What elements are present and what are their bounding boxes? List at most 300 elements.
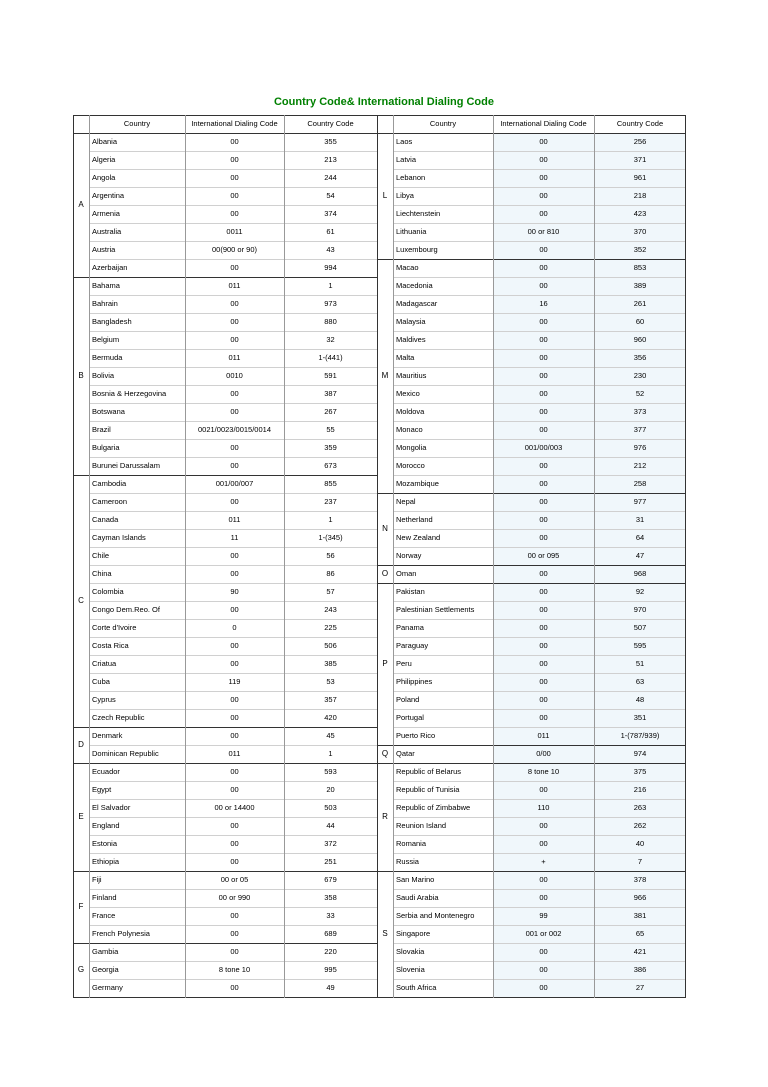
international-dialing-code: 00 (539, 479, 548, 488)
group-letter-e: E (78, 812, 84, 821)
table-row (73, 763, 686, 781)
country-code: 267 (324, 407, 337, 416)
country-code: 591 (324, 371, 337, 380)
country-code: 378 (633, 875, 647, 884)
country-name: Cameroon (92, 497, 128, 506)
country-code: 258 (633, 479, 647, 488)
country-code: 387 (324, 389, 337, 398)
country-name: Latvia (396, 155, 417, 164)
country-name: Bahama (92, 281, 120, 290)
country-code: 359 (324, 443, 337, 452)
country-name: Romania (396, 839, 427, 848)
country-name: England (92, 821, 120, 830)
dialing-code-table (73, 115, 686, 998)
country-name: Bosnia & Herzegovina (92, 389, 167, 398)
table-row (73, 331, 686, 349)
country-code: 218 (633, 191, 647, 200)
table-row (73, 259, 686, 277)
table-row (73, 223, 686, 241)
country-code: 1-(345) (318, 533, 343, 542)
table-row (73, 583, 686, 601)
table-row (73, 349, 686, 367)
international-dialing-code: 00 (230, 911, 239, 920)
country-name: Denmark (92, 731, 123, 740)
header-idc-right: International Dialing Code (500, 119, 587, 128)
international-dialing-code: 00 (230, 929, 239, 938)
country-name: Cuba (92, 677, 110, 686)
international-dialing-code: 00 (539, 569, 548, 578)
country-code: 420 (324, 713, 337, 722)
country-code: 213 (324, 155, 337, 164)
country-name: Monaco (396, 425, 423, 434)
international-dialing-code: 00 (539, 623, 548, 632)
table-row (73, 709, 686, 727)
international-dialing-code: 0010 (226, 371, 243, 380)
international-dialing-code: 001/00/003 (524, 443, 563, 452)
country-name: Costa Rica (92, 641, 129, 650)
country-name: Dominican Republic (92, 749, 159, 758)
table-row (73, 979, 686, 997)
country-code: 49 (326, 983, 335, 992)
international-dialing-code: 011 (228, 749, 241, 758)
country-name: Corte d'Ivoire (92, 623, 137, 632)
table-row (73, 961, 686, 979)
international-dialing-code: 00 (539, 191, 548, 200)
country-code: 60 (635, 317, 645, 326)
country-name: Reunion Island (396, 821, 447, 830)
country-name: Cambodia (92, 479, 127, 488)
international-dialing-code: 00 (230, 659, 239, 668)
country-name: Algeria (92, 155, 116, 164)
table-row (73, 295, 686, 313)
international-dialing-code: 00 (230, 155, 239, 164)
country-name: Bangladesh (92, 317, 132, 326)
country-code: 880 (324, 317, 337, 326)
international-dialing-code: 00 (539, 317, 548, 326)
international-dialing-code: 00 (230, 317, 239, 326)
table-row (73, 601, 686, 619)
header-code-left: Country Code (307, 119, 354, 128)
table-row (73, 439, 686, 457)
international-dialing-code: 00 (539, 281, 548, 290)
group-letter-a: A (78, 200, 84, 209)
country-name: Slovakia (396, 947, 425, 956)
country-code: 352 (633, 245, 647, 254)
country-name: Estonia (92, 839, 118, 848)
country-code: 355 (324, 137, 337, 146)
country-name: Germany (92, 983, 123, 992)
country-code: 51 (635, 659, 645, 668)
country-code: 7 (637, 857, 643, 866)
international-dialing-code: 00 (230, 191, 239, 200)
country-code: 61 (326, 227, 335, 236)
international-dialing-code: 00 (539, 173, 548, 182)
country-name: Liechtenstein (396, 209, 441, 218)
country-code: 86 (326, 569, 335, 578)
country-code: 256 (633, 137, 647, 146)
country-name: Bolivia (92, 371, 115, 380)
country-name: Luxembourg (396, 245, 438, 254)
table-header (73, 115, 686, 133)
country-name: Paraguay (396, 641, 429, 650)
table-row (73, 421, 686, 439)
international-dialing-code: 00 (539, 605, 548, 614)
table-row (73, 385, 686, 403)
table-row (73, 493, 686, 511)
international-dialing-code: 0011 (226, 227, 243, 236)
international-dialing-code: + (541, 857, 546, 866)
international-dialing-code: 00 (230, 731, 239, 740)
group-letter-f: F (78, 902, 84, 911)
country-code: 47 (635, 551, 645, 560)
international-dialing-code: 00 (230, 137, 239, 146)
country-name: Macedonia (396, 281, 433, 290)
country-name: Belgium (92, 335, 120, 344)
international-dialing-code: 00 (539, 335, 548, 344)
country-code: 45 (326, 731, 335, 740)
country-code: 27 (635, 983, 645, 992)
country-code: 1-(787/939) (620, 731, 660, 740)
country-code: 263 (633, 803, 647, 812)
table-row (73, 799, 686, 817)
international-dialing-code: 00 (230, 569, 239, 578)
country-code: 372 (324, 839, 337, 848)
country-name: Fiji (92, 875, 102, 884)
country-code: 973 (324, 299, 337, 308)
country-name: Libya (396, 191, 414, 200)
country-name: Angola (92, 173, 116, 182)
country-name: Madagascar (396, 299, 438, 308)
country-code: 63 (635, 677, 645, 686)
country-code: 966 (633, 893, 647, 902)
country-code: 220 (324, 947, 337, 956)
group-letter-c: C (78, 596, 84, 605)
group-divider (73, 997, 377, 998)
international-dialing-code: 001/00/007 (215, 479, 254, 488)
group-letter-o: O (381, 569, 389, 578)
country-name: Egypt (92, 785, 112, 794)
international-dialing-code: 00 (539, 497, 548, 506)
country-name: Albania (92, 137, 118, 146)
country-code: 230 (633, 371, 647, 380)
country-code: 48 (635, 695, 645, 704)
country-name: Slovenia (396, 965, 425, 974)
international-dialing-code: 00 (539, 875, 548, 884)
country-name: Moldova (396, 407, 425, 416)
international-dialing-code: 00 (230, 497, 239, 506)
international-dialing-code: 0 (232, 623, 237, 632)
country-code: 389 (633, 281, 647, 290)
group-letter-m: M (381, 371, 389, 380)
table-row (73, 475, 686, 493)
table-row (73, 367, 686, 385)
international-dialing-code: 00 (539, 821, 548, 830)
international-dialing-code: 00 (539, 893, 548, 902)
international-dialing-code: 00 (230, 461, 239, 470)
international-dialing-code: 00 (230, 983, 239, 992)
country-name: Republic of Belarus (396, 767, 462, 776)
international-dialing-code: 119 (228, 677, 241, 686)
country-name: Brazil (92, 425, 111, 434)
country-code: 43 (326, 245, 335, 254)
table-row (73, 637, 686, 655)
international-dialing-code: 00 (539, 407, 548, 416)
international-dialing-code: 00 (539, 353, 548, 362)
country-code: 44 (326, 821, 335, 830)
country-code: 356 (633, 353, 647, 362)
table-row (73, 241, 686, 259)
country-name: Colombia (92, 587, 124, 596)
table-row (73, 871, 686, 889)
country-code: 1 (328, 515, 333, 524)
country-name: Mauritius (396, 371, 427, 380)
table-row (73, 457, 686, 475)
table-row (73, 151, 686, 169)
country-code: 503 (324, 803, 337, 812)
international-dialing-code: 00 or 990 (218, 893, 251, 902)
country-name: Palestinian Settlements (396, 605, 475, 614)
table-row (73, 943, 686, 961)
international-dialing-code: 8 tone 10 (218, 965, 251, 974)
country-name: Lebanon (396, 173, 426, 182)
country-code: 977 (633, 497, 647, 506)
country-name: Oman (396, 569, 417, 578)
country-name: Finland (92, 893, 117, 902)
international-dialing-code: 00 (230, 407, 239, 416)
international-dialing-code: 00 (539, 515, 548, 524)
international-dialing-code: 99 (539, 911, 548, 920)
international-dialing-code: 00 (539, 155, 548, 164)
international-dialing-code: 00 (539, 965, 548, 974)
country-name: Gambia (92, 947, 119, 956)
country-name: Burunei Darussalam (92, 461, 160, 470)
international-dialing-code: 00 (230, 785, 239, 794)
table-row (73, 277, 686, 295)
table-row (73, 529, 686, 547)
international-dialing-code: 00 (539, 677, 548, 686)
country-name: Cayman Islands (92, 533, 146, 542)
country-name: Norway (396, 551, 422, 560)
country-code: 976 (633, 443, 647, 452)
table-row (73, 187, 686, 205)
country-code: 423 (633, 209, 647, 218)
country-code: 385 (324, 659, 337, 668)
country-code: 1 (328, 749, 333, 758)
country-code: 52 (635, 389, 645, 398)
country-name: Argentina (92, 191, 125, 200)
country-name: Republic of Zimbabwe (396, 803, 471, 812)
table-row (73, 691, 686, 709)
country-name: Chile (92, 551, 110, 560)
table-row (73, 133, 686, 151)
international-dialing-code: 00 or 810 (527, 227, 560, 236)
country-name: French Polynesia (92, 929, 150, 938)
country-code: 40 (635, 839, 645, 848)
table-row (73, 403, 686, 421)
country-name: Peru (396, 659, 412, 668)
group-letter-s: S (382, 929, 388, 938)
country-name: Morocco (396, 461, 425, 470)
country-name: Congo Dem.Reo. Of (92, 605, 160, 614)
international-dialing-code: 00 or 14400 (214, 803, 255, 812)
country-name: Maldives (396, 335, 426, 344)
international-dialing-code: 00 (230, 713, 239, 722)
international-dialing-code: 00 (539, 695, 548, 704)
country-name: Puerto Rico (396, 731, 436, 740)
country-code: 54 (326, 191, 335, 200)
table-row (73, 925, 686, 943)
international-dialing-code: 0/00 (536, 749, 551, 758)
country-code: 994 (324, 263, 337, 272)
country-name: Armenia (92, 209, 120, 218)
international-dialing-code: 00 (230, 173, 239, 182)
header-idc-left: International Dialing Code (191, 119, 278, 128)
country-code: 679 (324, 875, 337, 884)
country-code: 358 (324, 893, 337, 902)
country-name: Australia (92, 227, 122, 236)
international-dialing-code: 00 (230, 209, 239, 218)
country-code: 57 (326, 587, 335, 596)
international-dialing-code: 00 (539, 785, 548, 794)
international-dialing-code: 00 (230, 263, 239, 272)
country-name: Botswana (92, 407, 125, 416)
country-code: 371 (633, 155, 647, 164)
international-dialing-code: 00 (230, 299, 239, 308)
country-name: Qatar (396, 749, 415, 758)
country-name: Philippines (396, 677, 433, 686)
country-code: 593 (324, 767, 337, 776)
country-name: Austria (92, 245, 116, 254)
country-code: 421 (633, 947, 647, 956)
international-dialing-code: 00 (539, 461, 548, 470)
country-code: 974 (633, 749, 647, 758)
table-row (73, 655, 686, 673)
table-row (73, 781, 686, 799)
country-code: 262 (633, 821, 647, 830)
table-row (73, 547, 686, 565)
international-dialing-code: 00 or 095 (527, 551, 560, 560)
country-name: Cyprus (92, 695, 116, 704)
country-name: France (92, 911, 116, 920)
country-name: Netherland (396, 515, 433, 524)
international-dialing-code: 00 (539, 263, 548, 272)
international-dialing-code: 00 (539, 209, 548, 218)
table-row (73, 835, 686, 853)
country-code: 386 (633, 965, 647, 974)
international-dialing-code: 110 (537, 803, 550, 812)
country-code: 244 (324, 173, 337, 182)
country-name: Czech Republic (92, 713, 145, 722)
country-code: 216 (633, 785, 647, 794)
country-code: 374 (324, 209, 337, 218)
country-code: 507 (633, 623, 647, 632)
country-code: 261 (633, 299, 647, 308)
group-divider (377, 997, 686, 998)
country-name: China (92, 569, 112, 578)
country-name: San Marino (396, 875, 435, 884)
international-dialing-code: 0021/0023/0015/0014 (198, 425, 271, 434)
group-letter-g: G (77, 965, 85, 974)
country-code: 53 (326, 677, 335, 686)
country-name: Portugal (396, 713, 424, 722)
country-name: Criatua (92, 659, 117, 668)
international-dialing-code: 00 (230, 947, 239, 956)
country-name: Georgia (92, 965, 119, 974)
country-name: Bahrain (92, 299, 118, 308)
country-code: 32 (326, 335, 335, 344)
country-name: Malta (396, 353, 415, 362)
country-code: 995 (324, 965, 337, 974)
international-dialing-code: 011 (537, 731, 550, 740)
country-name: Mozambique (396, 479, 439, 488)
international-dialing-code: 00 (539, 839, 548, 848)
group-letter-l: L (382, 191, 388, 200)
country-name: Singapore (396, 929, 431, 938)
group-letter-r: R (382, 812, 388, 821)
table-row (73, 169, 686, 187)
international-dialing-code: 00 (230, 551, 239, 560)
country-code: 377 (633, 425, 647, 434)
country-name: Laos (396, 137, 413, 146)
country-code: 225 (324, 623, 337, 632)
international-dialing-code: 00 (230, 389, 239, 398)
header-country-left: Country (123, 119, 151, 128)
country-code: 970 (633, 605, 647, 614)
country-name: Ecuador (92, 767, 120, 776)
international-dialing-code: 00 (539, 641, 548, 650)
country-name: Russia (396, 857, 419, 866)
country-code: 351 (633, 713, 647, 722)
table-row (73, 889, 686, 907)
group-letter-p: P (382, 659, 388, 668)
country-name: El Salvador (92, 803, 131, 812)
country-code: 373 (633, 407, 647, 416)
country-name: Lithuania (396, 227, 427, 236)
international-dialing-code: 90 (230, 587, 239, 596)
country-code: 853 (633, 263, 647, 272)
international-dialing-code: 00 (539, 533, 548, 542)
international-dialing-code: 00 (539, 371, 548, 380)
international-dialing-code: 16 (539, 299, 548, 308)
table-row (73, 205, 686, 223)
group-letter-q: Q (381, 749, 389, 758)
country-code: 212 (633, 461, 647, 470)
country-code: 243 (324, 605, 337, 614)
international-dialing-code: 8 tone 10 (527, 767, 560, 776)
country-code: 960 (633, 335, 647, 344)
country-name: New Zealand (396, 533, 441, 542)
international-dialing-code: 00 (230, 767, 239, 776)
international-dialing-code: 001 or 002 (525, 929, 562, 938)
international-dialing-code: 00 or 05 (220, 875, 249, 884)
country-code: 961 (633, 173, 647, 182)
international-dialing-code: 00 (230, 641, 239, 650)
country-code: 357 (324, 695, 337, 704)
international-dialing-code: 00(900 or 90) (211, 245, 258, 254)
international-dialing-code: 00 (230, 605, 239, 614)
country-name: Panama (396, 623, 424, 632)
country-name: Malaysia (396, 317, 426, 326)
country-code: 370 (633, 227, 647, 236)
table-row (73, 727, 686, 745)
country-code: 33 (326, 911, 335, 920)
country-code: 855 (324, 479, 337, 488)
country-code: 968 (633, 569, 647, 578)
country-code: 689 (324, 929, 337, 938)
country-code: 64 (635, 533, 645, 542)
country-name: Mongolia (396, 443, 427, 452)
table-row (73, 853, 686, 871)
